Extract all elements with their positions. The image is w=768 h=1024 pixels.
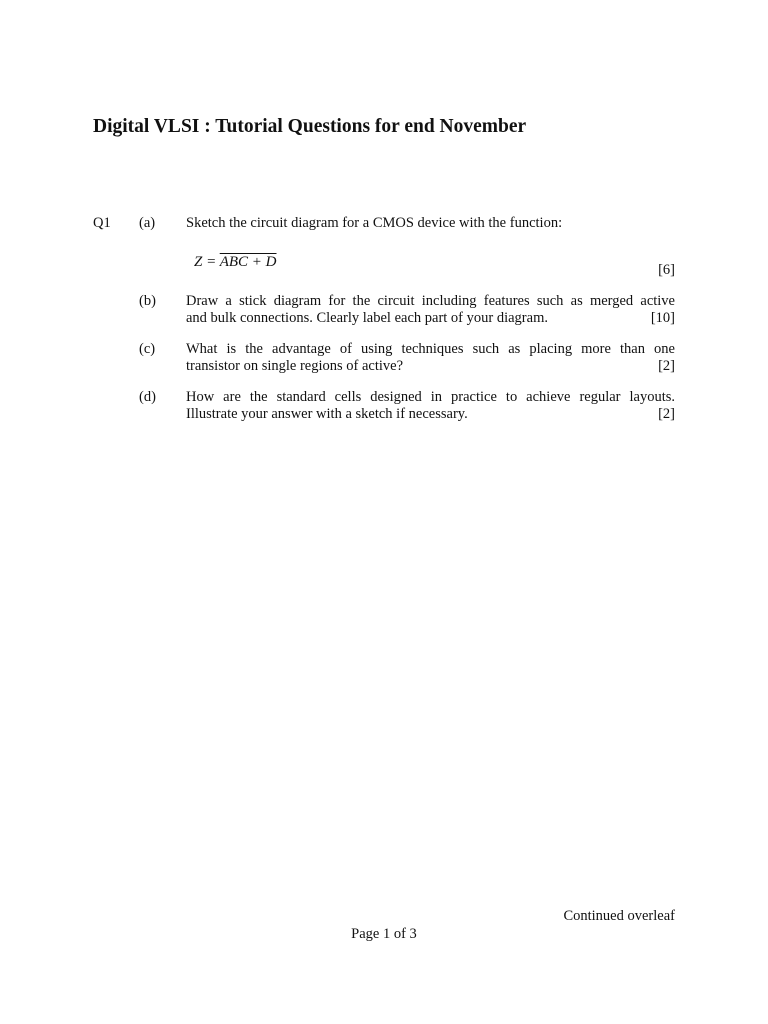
part-c-marks: [2] [658, 358, 675, 374]
question-number: Q1 [93, 215, 111, 231]
part-c-line1: What is the advantage of using techniques such as placing more than one [186, 341, 675, 357]
part-d-label: (d) [139, 389, 156, 405]
part-d-text [186, 389, 675, 423]
part-a-equation [194, 254, 277, 271]
part-b-line2: and bulk connections. Clearly label each part of your diagram. [186, 310, 548, 326]
part-b-line1: Draw a stick diagram for the circuit including features such as merged active [186, 293, 675, 309]
part-b-label: (b) [139, 293, 156, 309]
part-a-text [186, 215, 675, 232]
part-b-text [186, 293, 675, 327]
part-b-line2-row [186, 310, 675, 327]
part-c-line2-row [186, 358, 675, 375]
part-d-line2: Illustrate your answer with a sketch if necessary. [186, 406, 468, 422]
part-c-text [186, 341, 675, 375]
part-a-marks: [6] [658, 262, 675, 278]
part-c-label: (c) [139, 341, 156, 357]
part-b-marks: [10] [650, 310, 675, 326]
equation-overbar-term: ABC + D [219, 254, 277, 270]
page-number: Page 1 of 3 [351, 926, 417, 942]
continued-overleaf-note: Continued overleaf [563, 908, 675, 924]
part-d-marks: [2] [658, 406, 675, 422]
part-c-line2: transistor on single regions of active? [186, 358, 404, 374]
part-d-line2-row [186, 406, 675, 423]
part-a-label: (a) [139, 215, 156, 231]
document-title: Digital VLSI : Tutorial Questions for end November [93, 116, 527, 137]
equation-lhs: Z = [194, 254, 220, 270]
part-d-line1: How are the standard cells designed in practice to achieve regular layouts. [186, 389, 675, 405]
part-a-line1: Sketch the circuit diagram for a CMOS device with the function: [186, 215, 563, 231]
